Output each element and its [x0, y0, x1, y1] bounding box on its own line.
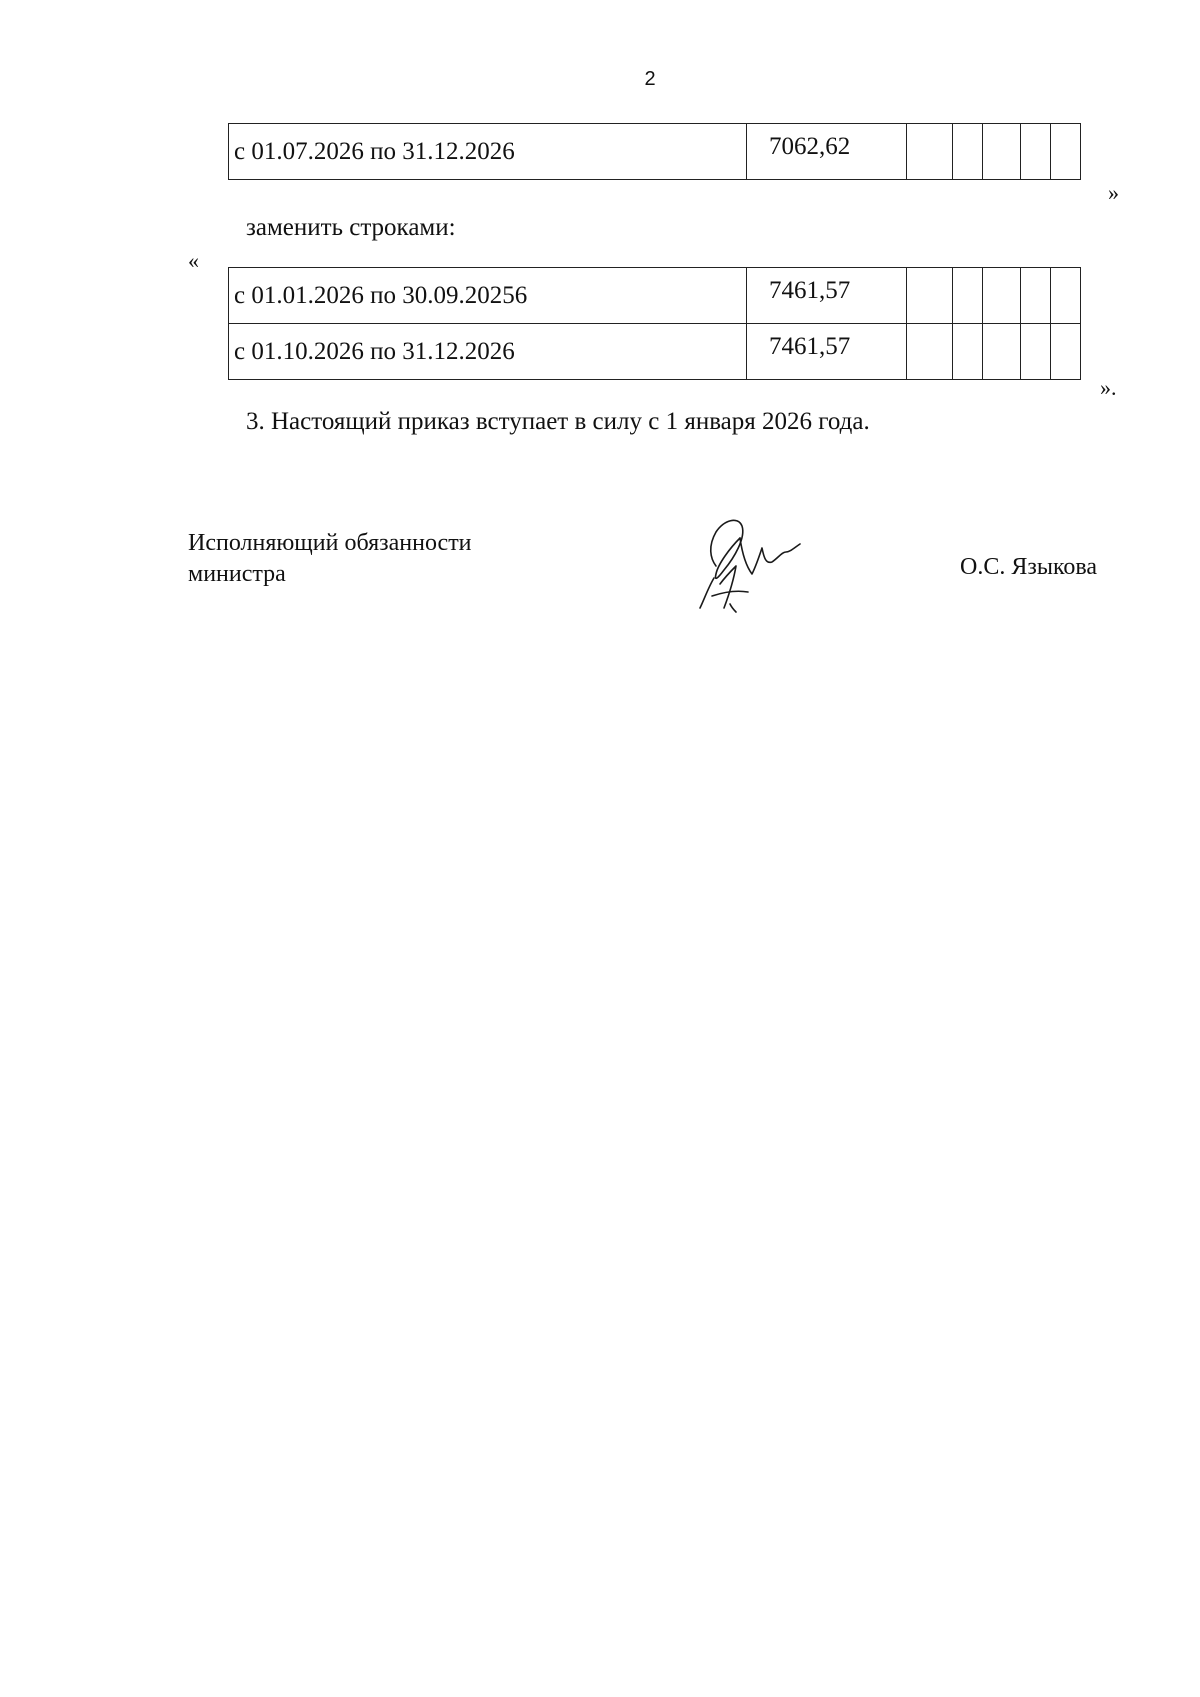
empty-cell [983, 268, 1021, 324]
empty-cell [953, 324, 983, 380]
empty-cell [983, 324, 1021, 380]
value-cell: 7461,57 [747, 324, 907, 380]
table-row [229, 324, 1081, 380]
signer-position-line: Исполняющий обязанности [188, 530, 472, 556]
period-cell: с 01.10.2026 по 31.12.2026 [229, 324, 747, 380]
opening-quote: « [188, 248, 199, 273]
value-cell: 7062,62 [747, 124, 907, 180]
table-row [229, 268, 1081, 324]
empty-cell [907, 124, 953, 180]
value-cell: 7461,57 [747, 268, 907, 324]
empty-cell [1021, 268, 1051, 324]
empty-cell [1021, 124, 1051, 180]
period-cell: с 01.07.2026 по 31.12.2026 [229, 124, 747, 180]
closing-quote: ». [1100, 375, 1117, 400]
empty-cell [907, 268, 953, 324]
new-rows-table [228, 267, 1081, 380]
item-3-text: 3. Настоящий приказ вступает в силу с 1 января 2026 года. [246, 408, 870, 435]
empty-cell [953, 268, 983, 324]
table-row [229, 124, 1081, 180]
signer-name: О.С. Языкова [960, 554, 1098, 580]
replace-instruction: заменить строками: [246, 214, 456, 241]
signer-position-line: министра [188, 561, 286, 587]
empty-cell [1051, 124, 1081, 180]
signer-position [188, 528, 472, 590]
closing-quote: » [1108, 180, 1119, 205]
page-number: 2 [644, 68, 656, 90]
empty-cell [907, 324, 953, 380]
period-cell: с 01.01.2026 по 30.09.20256 [229, 268, 747, 324]
handwritten-signature [690, 508, 830, 618]
old-rows-table [228, 123, 1081, 180]
empty-cell [983, 124, 1021, 180]
empty-cell [1051, 324, 1081, 380]
empty-cell [953, 124, 983, 180]
empty-cell [1021, 324, 1051, 380]
empty-cell [1051, 268, 1081, 324]
